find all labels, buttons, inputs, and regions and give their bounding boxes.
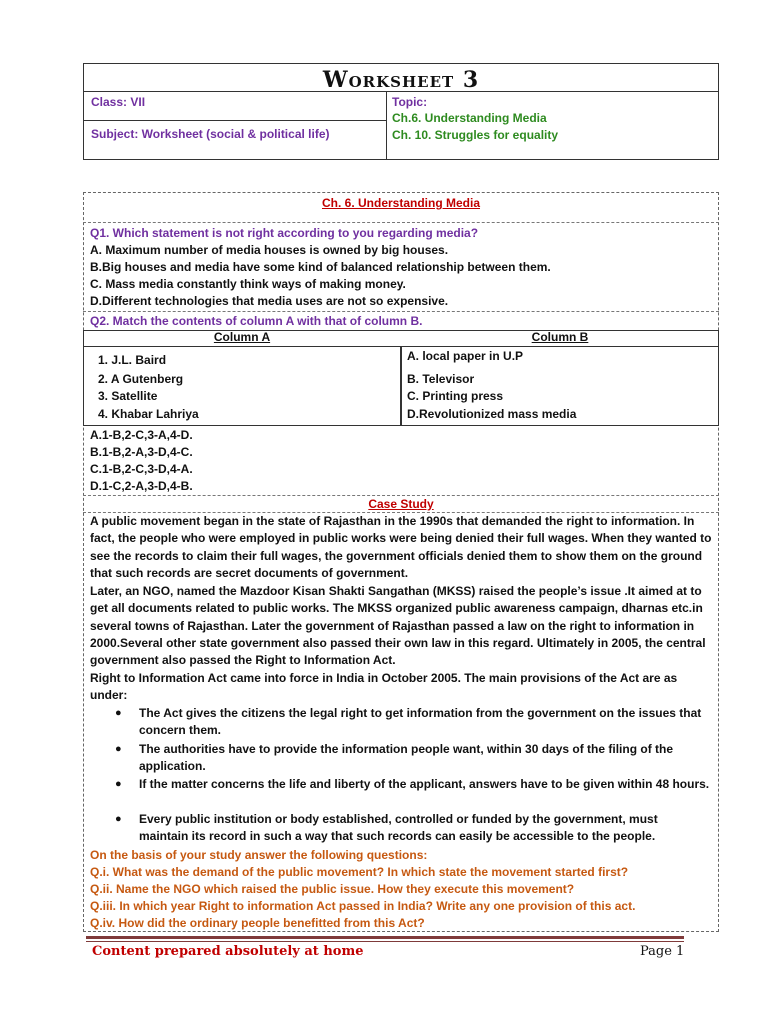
- topic-line-1: Ch.6. Understanding Media: [392, 111, 547, 125]
- worksheet-title: Worksheet 3: [322, 67, 480, 93]
- bullet-icon: ●: [115, 778, 122, 790]
- header-divider: [84, 91, 718, 92]
- q2-question: Q2. Match the contents of column A with that of column B.: [90, 314, 423, 328]
- q1-option-c: C. Mass media constantly think ways of making money.: [90, 277, 406, 291]
- case-study-instruction: On the basis of your study answer the following questions:: [90, 848, 428, 862]
- column-b-header: Column B: [531, 330, 589, 344]
- q2-option-d: D.1-C,2-A,3-D,4-B.: [90, 479, 193, 493]
- q2-option-c: C.1-B,2-C,3-D,4-A.: [90, 462, 193, 476]
- section-heading: Ch. 6. Understanding Media: [321, 196, 480, 210]
- q2-option-b: B.1-B,2-A,3-D,4-C.: [90, 445, 193, 459]
- provision-bullet: ● The authorities have to provide the information people want, within 30 days of the filing of the application.: [115, 742, 674, 774]
- case-study-question: Q.iii. In which year Right to information Act passed in India? Write any one provision of this act.: [90, 899, 636, 913]
- case-study-paragraph-1: A public movement began in the state of Rajasthan in the 1990s that demanded the right to information. In fact, the people who were employed in public works were being denied their full wages. When they wanted to see the records to claim their full wages, the government officials denied them to show them on the ground that such records are secret documents of government.: [90, 514, 712, 580]
- column-a-item: 4. Khabar Lahriya: [98, 407, 199, 421]
- case-study-question: Q.ii. Name the NGO which raised the public issue. How they execute this movement?: [90, 882, 575, 896]
- header-cell-divider: [84, 120, 386, 121]
- provision-bullet: ● If the matter concerns the life and liberty of the applicant, answers have to be given within 48 hours.: [115, 776, 710, 793]
- column-b-item: C. Printing press: [407, 389, 504, 403]
- provision-bullet: ● Every public institution or body established, controlled or funded by the government, must maintain its record in such a way that such records can easily be accessible to the people.: [115, 812, 658, 844]
- bullet-icon: ●: [115, 813, 122, 825]
- header-column-divider: [386, 91, 387, 159]
- topic-label: Topic:: [392, 95, 428, 109]
- section-divider: [83, 222, 719, 223]
- q1-option-a: A. Maximum number of media houses is owned by big houses.: [90, 243, 449, 257]
- bullet-icon: ●: [115, 707, 122, 719]
- column-b-item: A. local paper in U.P: [407, 349, 524, 363]
- column-b-item: D.Revolutionized mass media: [407, 407, 577, 421]
- page-number: Page 1: [640, 944, 685, 959]
- q1-divider: [83, 311, 719, 312]
- subject-label: Subject: Worksheet (social & political life): [91, 127, 330, 141]
- header-box: [83, 63, 719, 160]
- footer-credit: Content prepared absolutely at home: [92, 944, 364, 959]
- topic-line-2: Ch. 10. Struggles for equality: [392, 128, 559, 142]
- case-study-heading: Case Study: [368, 497, 434, 511]
- case-study-question: Q.iv. How did the ordinary people benefitted from this Act?: [90, 916, 425, 930]
- case-study-paragraph-2: Later, an NGO, named the Mazdoor Kisan Shakti Sangathan (MKSS) raised the people’s issue .It aimed at to get all documents related to public works. The MKSS organized public awareness campaign, dharnas etc.in several towns of Rajasthan. Later the government of Rajasthan passed a law on the right to information in 2000.Several other state government also passed their own law in this regard. Ultimately in 2005, the central government also passed the Right to Information Act.: [90, 584, 706, 668]
- footer-rule: [86, 936, 684, 939]
- provision-bullet: ● The Act gives the citizens the legal right to get information from the government on the issues that concern them.: [115, 706, 702, 738]
- column-a-item: 2. A Gutenberg: [98, 372, 184, 386]
- column-b-item: B. Televisor: [407, 372, 475, 386]
- bullet-icon: ●: [115, 743, 122, 755]
- case-study-question: Q.i. What was the demand of the public movement? In which state the movement started first?: [90, 865, 629, 879]
- q1-option-b: B.Big houses and media have some kind of balanced relationship between them.: [90, 260, 551, 274]
- column-a-item: 3. Satellite: [98, 389, 158, 403]
- q1-question: Q1. Which statement is not right according to you regarding media?: [90, 226, 479, 240]
- column-a-header: Column A: [213, 330, 271, 344]
- q2-option-a: A.1-B,2-C,3-A,4-D.: [90, 428, 193, 442]
- footer-rule-thin: [86, 941, 684, 942]
- class-label: Class: VII: [91, 95, 146, 109]
- q2-end-divider: [83, 495, 719, 496]
- case-study-paragraph-3: Right to Information Act came into force in India in October 2005. The main provisions of the Act are as under:: [90, 671, 678, 703]
- column-a-item: 1. J.L. Baird: [98, 353, 167, 367]
- q1-option-d: D.Different technologies that media uses are not so expensive.: [90, 294, 449, 308]
